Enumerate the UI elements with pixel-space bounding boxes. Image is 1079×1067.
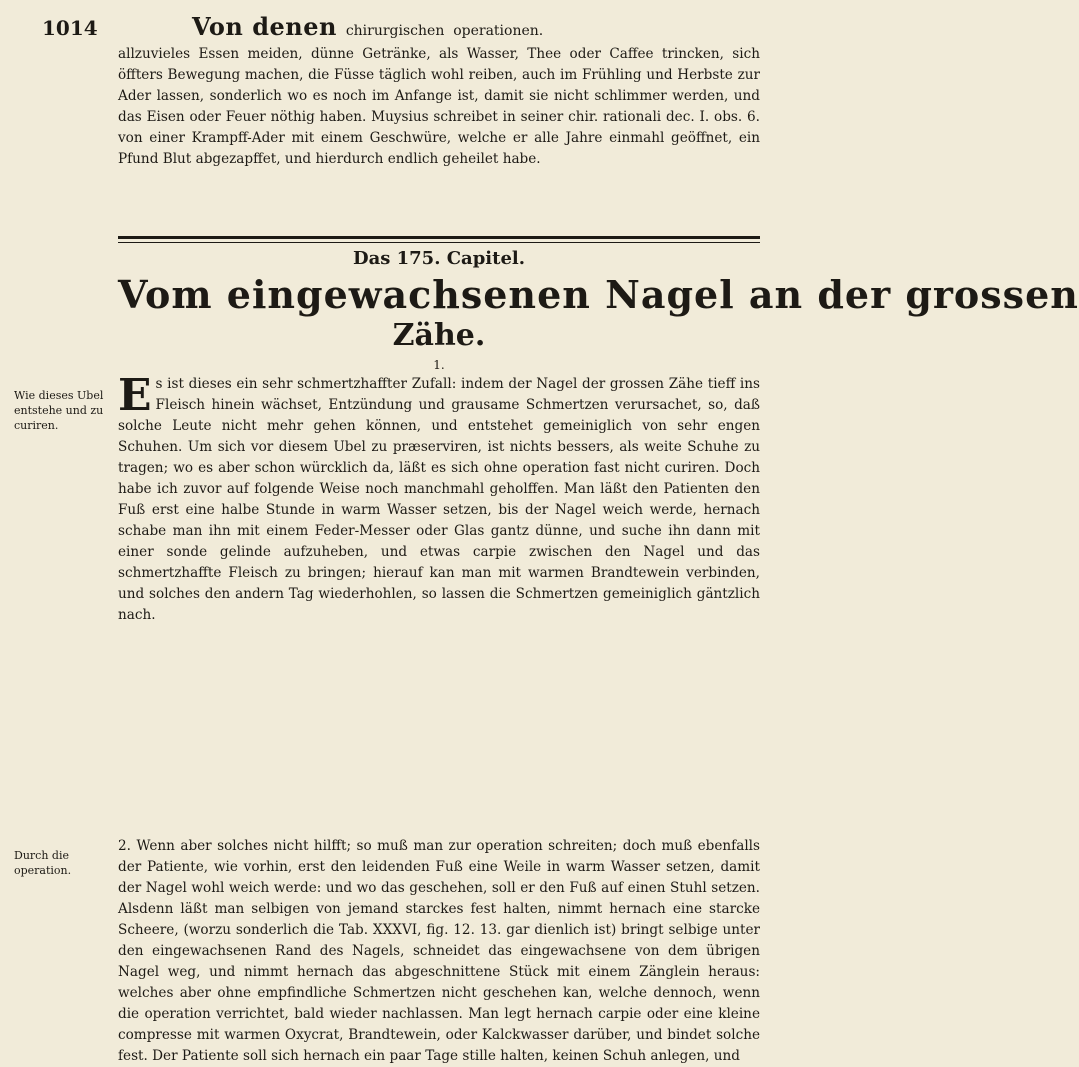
- running-head-small: chirurgischen: [345, 23, 445, 39]
- chapter-label: Das 175. Capitel.: [352, 248, 526, 269]
- chapter-title-line1: Vom eingewachsenen Nagel an der grossen: [118, 272, 1079, 317]
- section-divider: [118, 236, 760, 243]
- chapter-title-line2: Zähe.: [392, 318, 486, 353]
- running-head: [192, 12, 543, 41]
- running-head-suffix: operationen.: [453, 23, 544, 39]
- drop-cap: E: [118, 370, 152, 421]
- paragraph-1: [118, 370, 760, 626]
- page-number: 1014: [42, 16, 98, 40]
- paragraph-1-text: s ist dieses ein sehr schmertzhaffter Zufall: indem der Nagel der grossen Zähe tieff ins Fleisch hinein wächset, Entzündung und grausame Schmertzen verursachet, so, daß solche Leute nicht mehr gehen können, und entstehet gemeiniglich von sehr engen Schuhen. Um sich vor diesem Ubel zu præserviren, ist nichts bessers, als weite Schuhe zu tragen; wo es aber schon würcklich da, läßt es sich ohne operation fast nicht curiren. Doch habe ich zuvor auf folgende Weise noch manchmahl geholffen. Man läßt den Patienten den Fuß erst eine halbe Stunde in warm Wasser setzen, bis der Nagel weich werde, hernach schabe man ihn mit einem Feder-Messer oder Glas gantz dünne, und suche ihn dann mit einer sonde gelinde aufzuheben, und etwas carpie zwischen den Nagel und das schmertzhaffte Fleisch zu bringen; hierauf kan man mit warmen Brandtewein verbinden, und solches den andern Tag wiederhohlen, so lassen die Schmertzen gemeiniglich gäntzlich nach.: [118, 376, 760, 623]
- running-head-prefix: Von denen: [192, 12, 337, 41]
- paragraph-2-text: Wenn aber solches nicht hilfft; so muß man zur operation schreiten; doch muß ebenfalls der Patiente, wie vorhin, erst den leidenden Fuß eine Weile in warm Wasser setzen, damit der Nagel wohl weich werde: und wo das geschehen, soll er den Fuß auf einen Stuhl setzen. Alsdenn läßt man selbigen von jemand starckes fest halten, nimmt hernach eine starcke Scheere, (worzu sonderlich die Tab. XXXVI, fig. 12. 13. gar dienlich ist) bringt selbige unter den eingewachsenen Rand des Nagels, schneidet das eingewachsene von dem übrigen Nagel weg, und nimmt hernach das abgeschnittene Stück mit einem Zänglein heraus: welches aber ohne empfindliche Schmertzen nicht geschehen kan, welche dennoch, wenn die operation verrichtet, bald wieder nachlassen. Man legt hernach carpie oder eine kleine compresse mit warmen Oxycrat, Brandtewein, oder Kalckwasser darüber, und bindet solche fest. Der Patiente soll sich hernach ein paar Tage stille halten, keinen Schuh anlegen, und: [118, 838, 760, 1064]
- paragraph-2-number: 2.: [118, 838, 131, 854]
- sidenote-1: Wie dieses Ubel entstehe und zu curiren.: [14, 389, 104, 432]
- section-number: 1.: [433, 358, 445, 372]
- page-header: [42, 10, 770, 44]
- sidenote-2: Durch die operation.: [14, 849, 72, 877]
- intro-paragraph: allzuvieles Essen meiden, dünne Getränke, als Wasser, Thee oder Caffee trincken, sich öffters Bewegung machen, die Füsse täglich wohl reiben, auch im Frühling und Herbste zur Ader lassen, sonderlich wo es noch im Anfange ist, damit sie nicht schlimmer werden, und das Eisen oder Feuer nöthig haben. Muysius schreibet in seiner chir. rationali dec. I. obs. 6. von einer Krampff-Ader mit einem Geschwüre, welche er alle Jahre einmahl geöffnet, ein Pfund Blut abgezapffet, und hierdurch endlich geheilet habe.: [118, 46, 760, 167]
- paragraph-2: [118, 836, 760, 1067]
